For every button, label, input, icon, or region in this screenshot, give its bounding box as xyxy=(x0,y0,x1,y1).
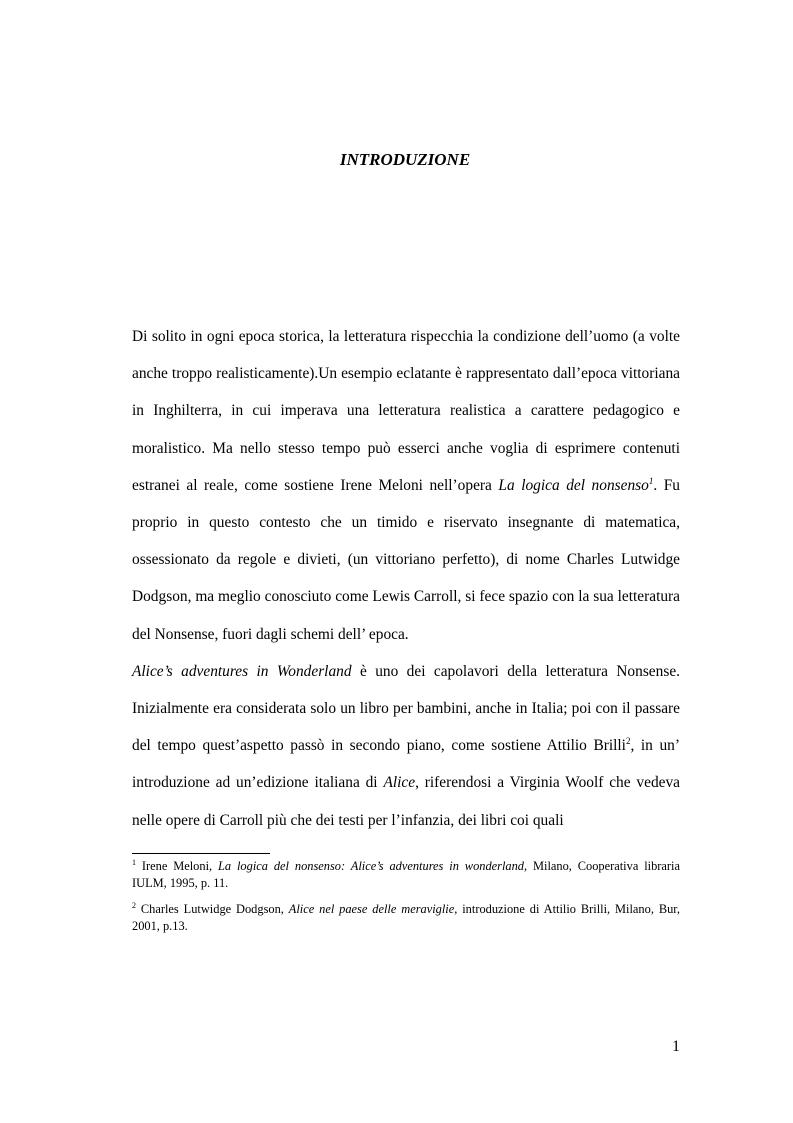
paragraph-2-text-b: , in un’ introduzione ad un’edizione italiana di xyxy=(132,737,681,792)
paragraph-1-text-a: Di solito in ogni epoca storica, la letteratura rispecchia la condizione dell’uomo (a volte anche troppo realisticamente).Un esempio eclatante è rappresentato dall’epoca vittoriana in Inghilterra, in cui imperava una letteratura realistica a carattere pedagogico e moralistico. Ma nello stesso tempo può esserci anche voglia di esprimere contenuti estranei al reale, come sostiene Irene Meloni nell’opera xyxy=(132,328,680,494)
page-number: 1 xyxy=(672,1038,680,1055)
footnote-2-number: 2 xyxy=(132,900,136,910)
footnote-ref-2: 2 xyxy=(625,736,631,747)
book-title-alice-adventures: Alice’s adventures in Wonderland xyxy=(132,662,352,680)
footnote-separator xyxy=(132,853,270,854)
footnotes xyxy=(132,858,680,944)
book-title-la-logica: La logica del nonsenso xyxy=(498,476,649,494)
page-title: INTRODUZIONE xyxy=(339,150,471,169)
body-text xyxy=(132,318,680,839)
paragraph-2-text-c: , riferendosi a Virginia Woolf che vedeva nelle opere di Carroll più che dei testi per l’infanzia, dei libri coi quali xyxy=(132,774,681,829)
paragraph-1-text-b: . Fu proprio in questo contesto che un timido e riservato insegnante di matematica, ossessionato da regole e divieti, (un vittoriano perfetto), di nome Charles Lutwidge Dodgson, ma meglio conosciuto come Lewis Carroll, si fece spazio con la sua letteratura del Nonsense, fuori dagli schemi dell’ epoca. xyxy=(132,476,681,643)
paragraph-2 xyxy=(132,653,680,839)
footnote-1-number: 1 xyxy=(132,857,136,867)
paragraph-2-text-a: è uno dei capolavori della letteratura Nonsense. Inizialmente era considerata solo un libro per bambini, anche in Italia; poi con il passare del tempo quest’aspetto passò in secondo piano, come sostiene Attilio Brilli xyxy=(132,662,681,755)
footnote-1-prefix: Irene Meloni, xyxy=(136,859,219,873)
footnote-2-prefix: Charles Lutwidge Dodgson, xyxy=(136,902,289,916)
paragraph-1 xyxy=(132,318,680,653)
footnote-1-title: La logica del nonsenso: Alice’s adventures in wonderland xyxy=(218,859,524,873)
footnote-2 xyxy=(132,901,680,935)
footnote-1 xyxy=(132,858,680,892)
footnote-2-title: Alice nel paese delle meraviglie, xyxy=(288,902,458,916)
footnote-1-suffix: , Milano, Cooperativa libraria IULM, 1995, p. 11. xyxy=(132,859,680,890)
book-title-alice: Alice xyxy=(383,774,416,792)
footnote-2-suffix: introduzione di Attilio Brilli, Milano, Bur, 2001, p.13. xyxy=(132,902,681,933)
footnote-ref-1: 1 xyxy=(648,475,654,486)
